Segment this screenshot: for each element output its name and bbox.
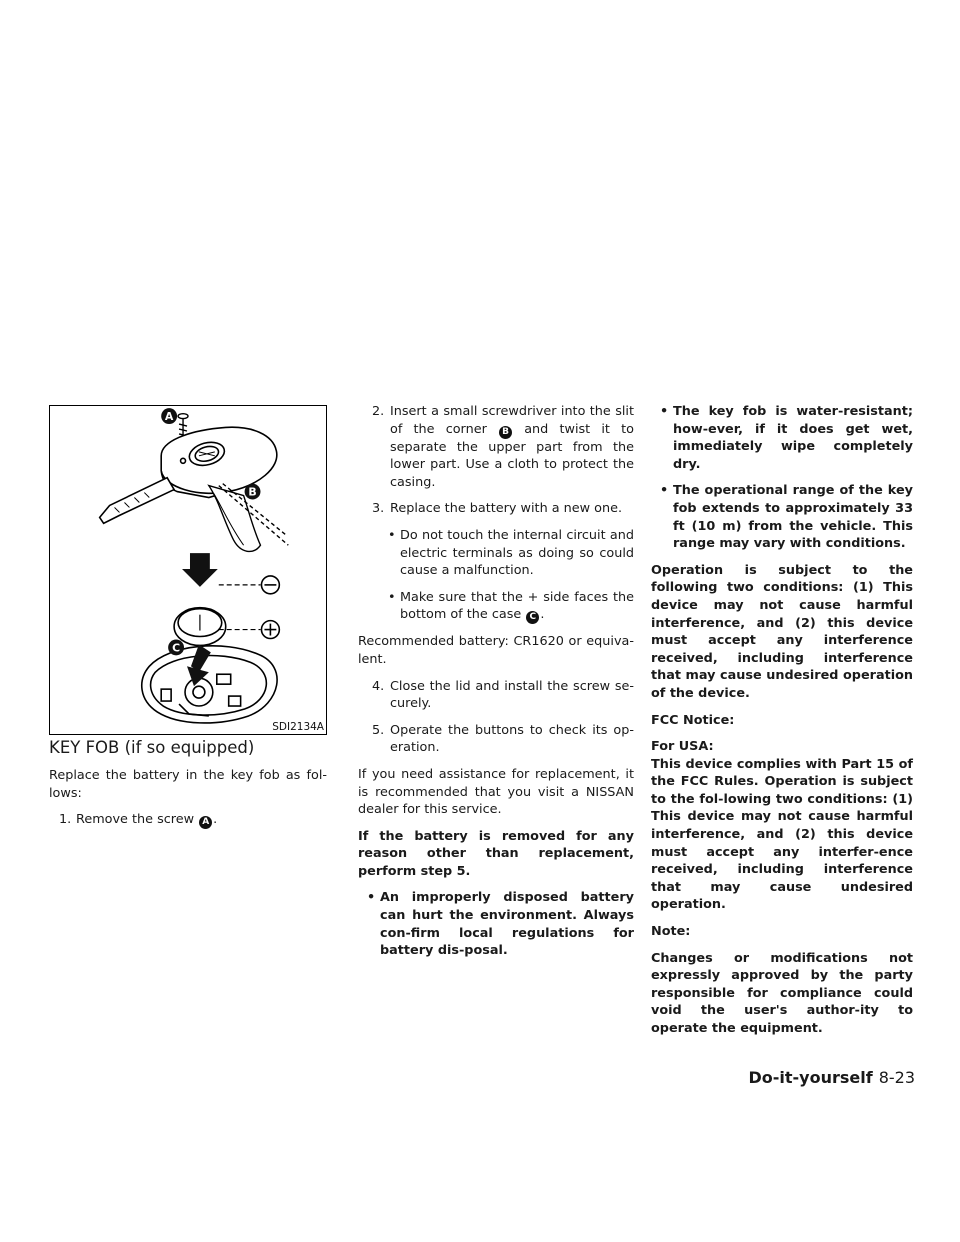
usa-compliance-text: This device complies with Part 15 of the FCC Rules. Operation is subject to the fol-lowing two conditions: (1) This device may not cause harmful interference, and (2) this device must accept any interfer-ence received, including interference that may cause undesired operation. (651, 756, 913, 913)
key-fob-battery-illustration (49, 405, 327, 735)
callout-a (161, 408, 177, 424)
note-heading: Note: (651, 924, 691, 940)
warning-text: An improperly disposed battery can hurt the environment. Always con-firm local regulations for battery dis-posal. (380, 890, 634, 959)
bullet-end: . (540, 607, 545, 623)
callout-ref-a: A (199, 816, 212, 829)
step-number: 5. (372, 722, 385, 738)
warning-bullet: • An improperly disposed battery can hurt the environment. Always con-firm local regulations for battery dis-posal. (367, 890, 634, 959)
section-title: KEY FOB (if so equipped) (49, 738, 255, 757)
changes-text: Changes or modifications not expressly approved by the party responsible for compliance could void the user's author-ity to operate the equipment. (651, 950, 913, 1036)
warning-text: The operational range of the key fob extends to approximately 33 ft (10 m) from the vehicle. This range may vary with conditions. (673, 483, 913, 552)
step-3 (358, 500, 634, 518)
column-2 (358, 403, 634, 969)
step-5 (358, 722, 634, 757)
bullet-text: Make sure that the + side faces the bottom of the case (400, 589, 634, 623)
key-fob-diagram (50, 406, 326, 734)
assistance-text: If you need assistance for replacement, it is recommended that you visit a NISSAN dealer for this service. (358, 766, 634, 818)
operation-conditions: Operation is subject to the following two conditions: (1) This device may not cause harmful interference, and (2) this device must accept any interference received, including interference that may cause undesired operation of the device. (651, 562, 913, 701)
callout-b (245, 484, 261, 500)
intro-text: Replace the battery in the key fob as fol-lows: (49, 768, 327, 801)
step-number: 4. (372, 678, 385, 694)
bullet-item: • Do not touch the internal circuit and electric terminals as doing so could cause a malfunction. (388, 527, 634, 579)
arrow-down-icon (182, 553, 218, 587)
warning-bullet: • The key fob is water-resistant; how-ever, if it does get wet, immediately wipe completely dry. (660, 404, 913, 472)
minus-symbol (261, 576, 279, 594)
removed-heading: If the battery is removed for any reason other than replacement, perform step 5. (358, 828, 634, 879)
step-text: Remove the screw (76, 812, 195, 828)
plus-symbol (261, 621, 279, 639)
step-4 (358, 678, 634, 713)
step-text: Operate the buttons to check its op-eration. (390, 722, 634, 756)
figure-code: SDI2134A (272, 721, 324, 733)
step-end: . (213, 812, 218, 828)
page-footer (748, 1068, 915, 1087)
column-3 (651, 403, 913, 1047)
bullet-item: • Make sure that the + side faces the bottom of the case C . (388, 589, 634, 623)
callout-a-label: A (164, 410, 174, 424)
callout-ref-b: B (499, 426, 512, 439)
step-1 (49, 811, 327, 829)
fcc-notice-heading: FCC Notice: (651, 712, 735, 728)
coin-battery-icon (174, 608, 226, 646)
lower-case-icon (142, 646, 277, 723)
for-usa-heading: For USA: (651, 739, 714, 755)
callout-c-label: C (172, 641, 181, 655)
step-text: Close the lid and install the screw se-curely. (390, 678, 634, 712)
warning-text: The key fob is water-resistant; how-ever, if it does get wet, immediately wipe completely dry. (673, 404, 913, 472)
callout-b-label: B (248, 485, 257, 499)
step-text: Replace the battery with a new one. (390, 501, 623, 517)
callout-c (168, 639, 184, 655)
recommended-battery: Recommended battery: CR1620 or equiva-lent. (358, 634, 634, 667)
step-number: 3. (372, 501, 385, 517)
warning-bullet: • The operational range of the key fob extends to approximately 33 ft (10 m) from the vehicle. This range may vary with conditions. (660, 483, 913, 552)
bullet-text: Do not touch the internal circuit and electric terminals as doing so could cause a malfunction. (400, 527, 634, 579)
step-text-cont: and twist it to separate the upper part from the lower part. Use a cloth to protect the casing. (390, 421, 634, 490)
step-number: 2. (372, 404, 385, 419)
key-fob-body (100, 427, 277, 523)
step-number: 1. (59, 812, 72, 828)
page-number: 8-23 (878, 1068, 915, 1087)
footer-section: Do-it-yourself (748, 1068, 873, 1087)
step-text: Insert a small screwdriver into the slit of the corner (390, 404, 634, 437)
callout-ref-c: C (526, 611, 539, 624)
step-2 (358, 403, 634, 491)
